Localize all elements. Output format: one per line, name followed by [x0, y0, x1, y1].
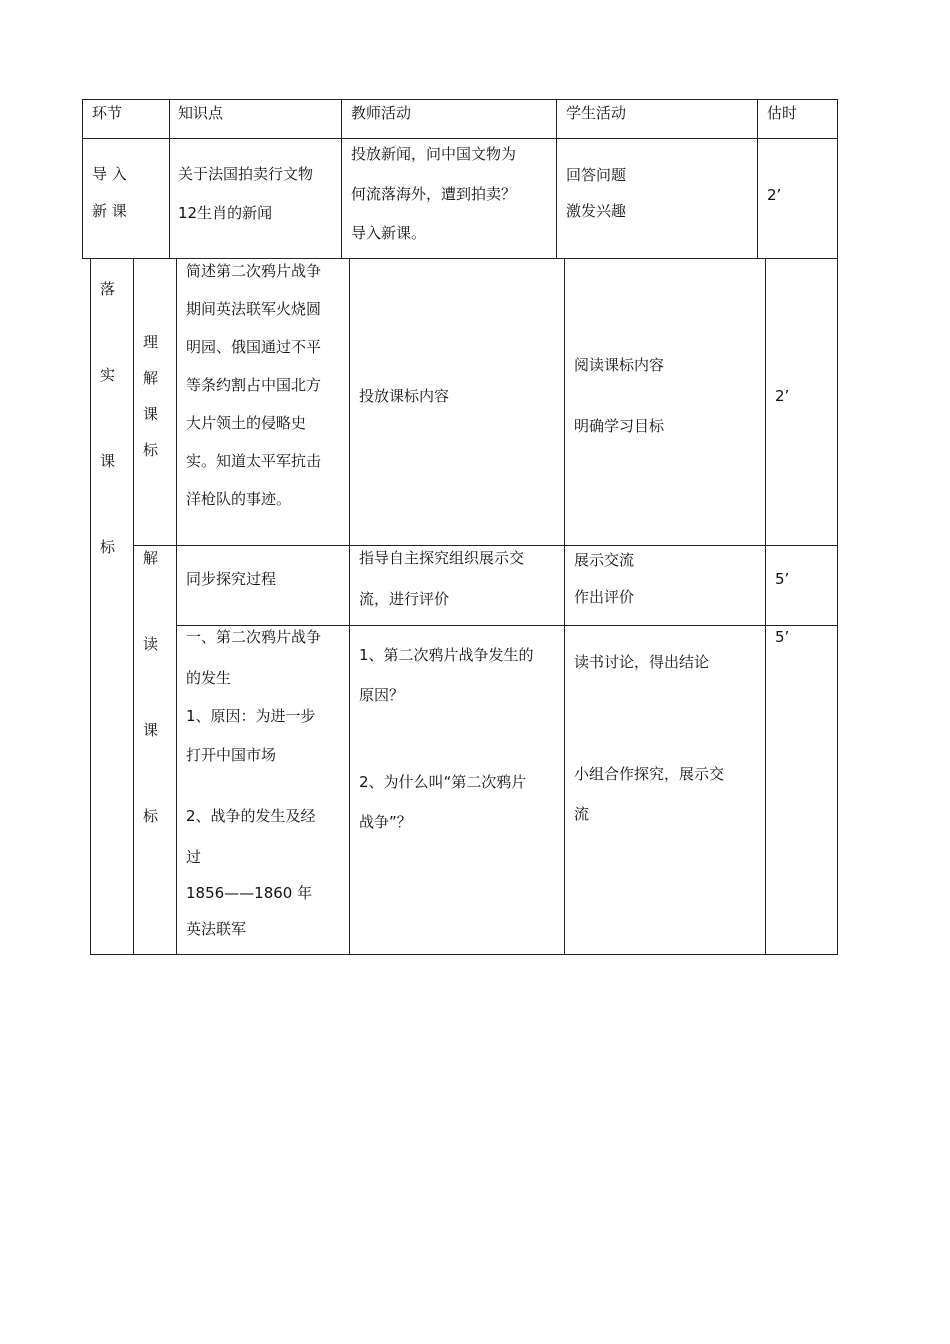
section-label-char: 落: [100, 280, 116, 298]
sub2b-student-line: 流: [574, 805, 590, 823]
sub2b-knowledge-line: 的发生: [186, 669, 232, 687]
sub2a-student-line: 作出评价: [574, 588, 635, 606]
sub2-label-cell: [133, 545, 177, 955]
sub2b-knowledge-line: 打开中国市场: [186, 746, 277, 764]
sub2-label-char: 标: [143, 807, 159, 825]
sub2b-knowledge-line: 1856——1860 年: [186, 884, 313, 902]
header-student: 学生活动: [566, 104, 627, 122]
sub1-knowledge-line: 简述第二次鸦片战争: [186, 262, 322, 280]
intro-teacher-line: 导入新课。: [351, 224, 427, 242]
sub1-knowledge-line: 明园、俄国通过不平: [186, 338, 322, 356]
sub2b-knowledge-line: 一、第二次鸦片战争: [186, 628, 322, 646]
intro-knowledge-line: 12生肖的新闻: [178, 204, 273, 222]
sub2b-teacher-line: 战争”？: [359, 813, 412, 831]
sub1-student-cell: [564, 258, 766, 546]
sub2a-student-line: 展示交流: [574, 551, 635, 569]
sub2b-knowledge-line: 2、战争的发生及经: [186, 807, 316, 825]
intro-knowledge-line: 关于法国拍卖行文物: [178, 165, 314, 183]
sub1-student-line: 明确学习目标: [574, 417, 665, 435]
sub1-student-line: 阅读课标内容: [574, 356, 665, 374]
intro-student-line: 回答问题: [566, 166, 627, 184]
sub1-teacher: 投放课标内容: [359, 387, 450, 405]
sub2b-student-line: 读书讨论，得出结论: [574, 653, 710, 671]
sub1-knowledge-line: 等条约割占中国北方: [186, 376, 322, 394]
sub2a-teacher-line: 流，进行评价: [359, 590, 450, 608]
sub1-label-char: 标: [143, 441, 159, 459]
sub2-label-char: 课: [143, 721, 159, 739]
sub2-label-char: 读: [143, 635, 159, 653]
header-stage: 环节: [92, 104, 123, 122]
intro-teacher-line: 投放新闻，问中国文物为: [351, 145, 517, 163]
sub2-label-char: 解: [143, 549, 159, 567]
sub1-knowledge-line: 实。知道太平军抗击: [186, 452, 322, 470]
header-teacher: 教师活动: [351, 104, 412, 122]
sub1-knowledge-line: 洋枪队的事迹。: [186, 490, 292, 508]
intro-stage-line2: 新 课: [92, 202, 127, 220]
sub2a-time: 5’: [775, 570, 790, 588]
sub1-label-char: 解: [143, 369, 159, 387]
sub2b-knowledge-line: 1、原因：为进一步: [186, 707, 316, 725]
sub1-knowledge-line: 大片领土的侵略史: [186, 414, 307, 432]
sub2b-knowledge-line: 英法联军: [186, 920, 247, 938]
intro-teacher-line: 何流落海外，遭到拍卖？: [351, 185, 517, 203]
sub2b-time: 5’: [775, 628, 790, 646]
sub1-label-char: 课: [143, 405, 159, 423]
sub2b-teacher-line: 原因？: [359, 686, 405, 704]
section-label-char: 实: [100, 366, 116, 384]
sub2b-teacher-line: 1、第二次鸦片战争发生的: [359, 646, 534, 664]
section-label-char: 课: [100, 452, 116, 470]
sub2b-student-line: 小组合作探究，展示交: [574, 765, 725, 783]
sub2b-time-cell: [765, 625, 838, 955]
section-label-char: 标: [100, 538, 116, 556]
sub2b-teacher-line: 2、为什么叫“第二次鸦片: [359, 773, 527, 791]
sub2a-teacher-line: 指导自主探究组织展示交: [359, 549, 525, 567]
header-time: 估时: [767, 104, 798, 122]
sub1-label-char: 理: [143, 333, 159, 351]
header-knowledge: 知识点: [178, 104, 224, 122]
intro-time: 2’: [767, 186, 782, 204]
sub2a-knowledge: 同步探究过程: [186, 570, 277, 588]
sub1-time: 2’: [775, 387, 790, 405]
sub2b-knowledge-line: 过: [186, 848, 202, 866]
intro-student-line: 激发兴趣: [566, 202, 627, 220]
intro-stage-line1: 导 入: [92, 165, 127, 183]
sub1-knowledge-line: 期间英法联军火烧圆: [186, 300, 322, 318]
